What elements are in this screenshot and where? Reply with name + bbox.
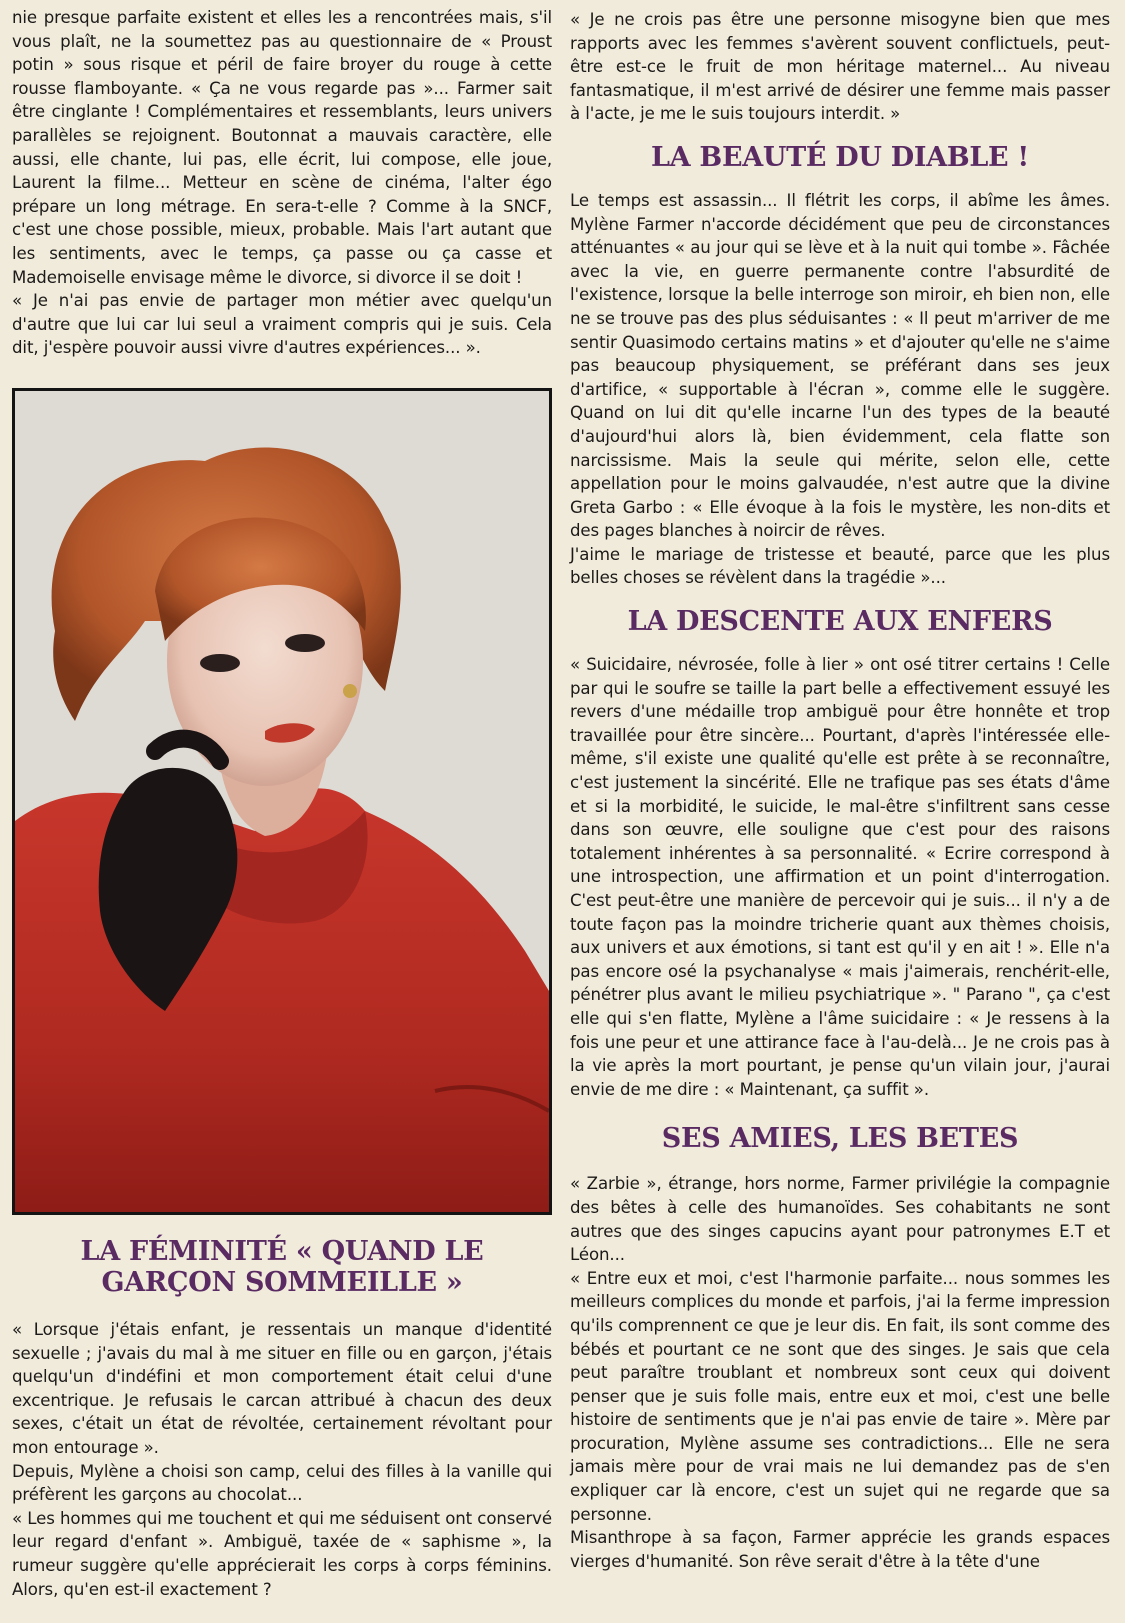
feminite-paragraph-2: Depuis, Mylène a choisi son camp, celui des filles à la vanille qui préfèrent les garçons au chocolat... (12, 1461, 552, 1505)
left-intro-paragraph-1: nie presque parfaite existent et elles les a rencontrées mais, s'il vous plaît, ne la soumettez pas au questionnaire de « Proust potin » sous risque et péril de faire broyer du rouge à cette rousse flamboyante. « Ça ne vous regarde pas »... Farmer sait être cinglante ! Complémentaires et ressemblants, leurs univers parallèles se rejoignent. Boutonnat a mauvais caractère, elle aussi, elle chante, lui pas, elle écrit, lui compose, elle joue, Laurent la filme... Metteur en scène de cinéma, l'alter égo prépare un long métrage. En sera-t-elle ? Comme à la SNCF, c'est une chose possible, mieux, probable. Mais l'art autant que les sentiments, avec le temps, ça passe ou ça casse et Mademoiselle envisage même le divorce, si divorce il se doit ! (12, 8, 552, 287)
right-intro-paragraph: « Je ne crois pas être une personne misogyne bien que mes rapports avec les femmes s'avèrent souvent conflictuels, peut-être est-ce le fruit de mon héritage maternel... Au niveau fantasmatique, il m'est arrivé de désirer une femme mais passer à l'acte, je me le suis toujours interdit. » (570, 10, 1110, 124)
section-heading-feminite: LA FÉMINITÉ « QUAND LE GARÇON SOMMEILLE » (80, 1236, 484, 1298)
section-heading-descente: LA DESCENTE AUX ENFERS (627, 606, 1053, 638)
heading-gap (12, 1298, 552, 1318)
section-heading-amies: SES AMIES, LES BETES (661, 1123, 1019, 1155)
right-column (570, 0, 1110, 1573)
section-heading-beaute: LA BEAUTÉ DU DIABLE ! (651, 141, 1029, 173)
left-column (12, 0, 552, 360)
left-section-feminite (12, 1236, 552, 1601)
earring (343, 684, 357, 698)
portrait-illustration (15, 391, 549, 1212)
right-eye (285, 634, 325, 652)
amies-paragraph-1: « Zarbie », étrange, hors norme, Farmer privilégie la compagnie des bêtes à celle des humanoïdes. Ses cohabitants ne sont autres que des singes capucins ayant pour patronymes E.T et Léon... (570, 1174, 1110, 1265)
left-eye (200, 654, 240, 672)
beaute-paragraph-1: Le temps est assassin... Il flétrit les corps, il abîme les âmes. Mylène Farmer n'accorde décidément que peu de circonstances atténuantes « au jour qui se lève et à la nuit qui tombe ». Fâchée avec la vie, en guerre permanente contre l'absurdité de l'existence, lorsque la belle interroge son miroir, eh bien non, elle ne se trouve pas des plus séduisantes : « Il peut m'arriver de me sentir Quasimodo certains matins » et d'ajouter qu'elle ne s'aime pas beaucoup physiquement, se préférant dans ses jeux d'artifice, « supportable à l'écran », comme elle le suggère. Quand on lui dit qu'elle incarne l'un des types de la beauté d'aujourd'hui alors là, bien évidemment, cela flatte son narcissisme. Mais la seule qui mérite, selon elle, cette appellation pour le moins galvaudée, n'est autre que la divine Greta Garbo : « Elle évoque à la fois le mystère, les non-dits et des pages blanches à noircir de rêves. (570, 190, 1110, 541)
left-intro-paragraph-2: « Je n'ai pas envie de partager mon métier avec quelqu'un d'autre que lui car lui seul a vraiment compris qui je suis. Cela dit, j'espère pouvoir aussi vivre d'autres expériences... ». (12, 291, 552, 358)
feminite-paragraph-1: « Lorsque j'étais enfant, je ressentais un manque d'identité sexuelle ; j'avais du mal à me situer en fille ou en garçon, j'étais quelqu'un d'indéfini et mon comportement était celui d'une excentrique. Je refusais le carcan attribué à chacun des deux sexes, c'était un état de révoltée, certainement révoltant pour mon entourage ». (12, 1320, 552, 1457)
beaute-paragraph-2: J'aime le mariage de tristesse et beauté, parce que les plus belles choses se révèlent dans la tragédie »... (570, 544, 1110, 588)
feminite-paragraph-3: « Les hommes qui me touchent et qui me séduisent ont conservé leur regard d'enfant ». Ambiguë, taxée de « saphisme », la rumeur suggère qu'elle apprécierait les corps à corps féminins. Alors, qu'en est-il exactement ? (12, 1508, 552, 1599)
amies-paragraph-3: Misanthrope à sa façon, Farmer apprécie les grands espaces vierges d'humanité. Son rêve serait d'être à la tête d'une (570, 1528, 1110, 1571)
portrait-photo (12, 388, 552, 1215)
descente-paragraph-1: « Suicidaire, névrosée, folle à lier » ont osé titrer certains ! Celle par qui le soufre se taille la part belle a effectivement essuyé les revers d'une médaille trop ambiguë pour être honnête et trop travaillée pour être sincère... Pourtant, d'après l'intéressée elle-même, s'il existe une qualité qu'elle est prête à se reconnaître, c'est justement la sincérité. Elle ne trafique pas ses états d'âme et si la morbidité, le suicide, le mal-être s'infiltrent sans cesse dans son œuvre, elle souligne que c'est pour des raisons totalement inhérentes à sa personnalité. « Ecrire correspond à une introspection, une affirmation et un point d'interrogation. C'est peut-être une manière de percevoir qui je suis... il n'y a de toute façon pas la moindre tricherie quant aux thèmes choisis, aux univers et aux émotions, si tant est qu'il y en ait ! ». Elle n'a pas encore osé la psychanalyse « mais j'aimerais, renchérit-elle, pénétrer plus avant le milieu psychiatrique ». " Parano ", ça c'est elle qui s'en flatte, Mylène a l'âme suicidaire : « Je ressens à la fois une peur et une attirance face à l'au-delà... Je ne crois pas à la vie après la mort pourtant, je pense qu'un vilain jour, j'aurai envie de me dire : « Maintenant, ça suffit ». (570, 655, 1110, 1099)
amies-paragraph-2: « Entre eux et moi, c'est l'harmonie parfaite... nous sommes les meilleurs complices du monde et parfois, j'ai la ferme impression qu'ils comprennent ce que je leur dis. En fait, ils sont comme des bébés et pourtant ce ne sont que des singes. Je sais que cela peut paraître troublant et nombreux sont ceux qui doivent penser que je suis folle mais, entre eux et moi, c'est une belle histoire de sentiments que je n'ai pas envie de taire ». Mère par procuration, Mylène assume ses contradictions... Elle ne sera jamais mère pour de vrai mais ne lui demandez pas de s'en expliquer car là encore, c'est un sujet qui ne regarde que sa personne. (570, 1268, 1110, 1524)
